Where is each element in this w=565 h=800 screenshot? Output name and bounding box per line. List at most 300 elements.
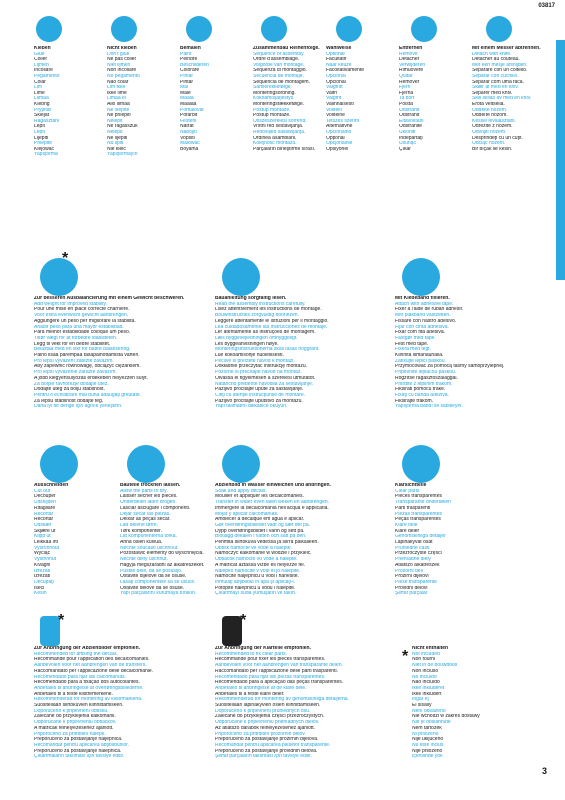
legend-line: Nechte diely uschnúť. [120,557,169,563]
legend-line: Les byggeanvisningen nøye. [215,341,279,347]
legend-line: Recomandat pentru aplicarea abţibildurilor. [34,742,130,748]
legend-line: Monteringsinstruktionerna skall läsas noggrant. [215,347,320,353]
legend-line: Poista [399,101,413,107]
legend-line: Nabojiti [180,129,197,135]
legend-line: Mal [180,85,189,91]
legend-line: Cut out [34,488,51,494]
legend-line: Ne prilepiti [107,113,131,119]
legend-line: Çıkartmayı suda yumuşatın ve takın. [215,591,297,597]
legend-line: Fixar com fita adesiva. [395,330,446,336]
legend-line: Şeffaf parçalar [395,591,428,597]
legend-line: Redoslijed sastavljanja. [253,129,306,135]
legend-line: Dodajte uteg za bolju stabilnost. [34,387,105,393]
legend-line: Skill skilas av med en kniv. [472,96,532,102]
legend-line: Iseći [34,585,45,591]
no-glue-icon [111,16,137,42]
paint-icon [186,16,212,42]
legend-line: Pentru o echilibrare mai bună adăugaţi greutate. [34,392,142,398]
legend-line: Nie kleić [107,146,126,152]
legend-line: Skjære ut [34,528,56,534]
legend-line: Not included [412,651,440,657]
legend-line: Postup montáže. [253,107,291,113]
legend-line: No incluido [412,674,437,680]
legend-line: Allow the parts to dry. [120,488,168,494]
legend-line: Monteringsordning. [253,90,296,96]
legend-line: Pintar [180,73,194,79]
legend-line: Opţional [326,135,345,141]
legend-line: Peças transparentes [395,517,441,523]
legend-line: Valgfritt [326,85,343,91]
legend-line: Odciąć nożem. [472,141,506,147]
legend-line: Usunąć [399,141,416,147]
legend-line: Blötlägg dekalen i vatten och sätt på den. [215,534,307,540]
legend-line: Kleben [34,46,51,51]
legend-line: Dejar secar las piezas. [120,511,171,517]
legend-line: Oddělte nožem. [472,107,508,113]
legend-line: Preporučeno za postavljanje nalepnica. [34,748,122,754]
legend-line: Peindre [180,57,198,63]
legend-line: Providni delovi [395,585,428,591]
top-legend-grid [34,14,559,158]
knife-icon [486,16,512,42]
page-number: 3 [541,766,547,776]
decal-water-section [215,483,390,597]
legend-line: Nem tartozék [412,725,442,731]
legend-line: Wahlweise [326,46,352,51]
legend-line: Przezroczyste części [395,551,442,557]
legend-line: Dypp overføringsbildet i vann og sett på. [215,528,305,534]
legend-line: Odporúčané k pripevneniu priehľadných dielov. [215,720,320,726]
legend-line: Separar con cuchillo. [472,73,519,79]
legend-line: Ni priloženo [412,731,439,737]
legend-line: Opcionalno [326,129,352,135]
legend-line: Lepit [34,129,45,135]
legend-line: Fijar con cinta adhesiva. [395,324,449,330]
legend-line: Zusammenbau Reihenfolge. [253,46,320,51]
legend-line: Ritagliare [34,505,56,511]
legend-line: Añadir peso para una mayor estabilidad. [34,324,124,330]
legend-line: Kolejność montażu. [253,141,297,147]
legend-column [107,46,180,158]
legend-line: Preporučeno za postavljanje providnih delova. [215,748,318,754]
legend-line: Bir bıçak ile kesin. [472,146,513,152]
legend-line: Bouwinstructies zorgvuldig doorlezen. [215,313,299,319]
legend-line: Opcjonalnie [326,141,353,147]
legend-line: Nelepit [107,118,123,124]
legend-line: Abziehbild in Wasser einweichen und anbringen. [215,483,331,488]
legend-line: Obtlačok namočte vo vode a nalepte. [215,557,298,563]
legend-line: Není obsaženo [412,708,446,714]
legend-line: Lim [34,85,43,91]
legend-line: Lijmen [34,62,49,68]
legend-line: Potopite nalepnicu u vodu i nalepite. [215,585,296,591]
legend-line: Secuencia de montaje. [253,73,304,79]
legend-line: Pažljivo pročitajte upute za sastavljanje. [215,387,304,393]
legend-line: Za lepšu stabilnost dodajte teg. [34,398,104,404]
legend-line: Fixera med tejp. [395,347,431,353]
legend-line: Ostavite delove da se osuše. [120,585,185,591]
legend-line: No pegamento [107,73,140,79]
legend-line: Naar keuze [326,62,352,68]
legend-line: Attach with adhesive tape. [395,301,454,307]
legend-line: Fixaţi cu bandă adezivă. [395,392,449,398]
legend-line: Zalecane do przyklejenia części przezroczystych. [215,714,325,720]
legend-line: Read the assembly instructions carefully. [215,301,306,307]
legend-line: Soak and apply decals. [215,488,267,494]
legend-line: Não incluído [412,680,440,686]
legend-line: Anna osien kuivua. [120,540,163,546]
legend-line: Remove [399,51,418,57]
legend-line: Recortar [34,517,54,523]
legend-line: Ällö liimaa [107,101,130,107]
legend-line: Male [180,90,191,96]
legend-line: Rögzítse ragasztószalaggal. [395,375,458,381]
adhesive-tape-icon [402,258,440,296]
legend-line: Zur Anbringung der Klarteile empfohlen. [215,646,311,651]
legend-line: Olvassa el figyelmesen a szerelési útmutatót. [215,375,316,381]
legend-line: Coller [34,57,48,63]
top-icon-row [34,14,559,44]
legend-line: Ikke inkluderet [412,685,445,691]
legend-line: Bauanleitung sorgfältig lesen. [215,296,287,301]
legend-line: Ne vlepite [107,107,130,113]
clock-icon [127,445,165,483]
legend-line: Deixar as peças secar. [120,517,171,523]
legend-line: Yapı talimatını dikkatlice okuyun. [215,404,288,410]
legend-line: Recomendado para a fixação dos autocolantes. [34,680,140,686]
legend-line: Ausschneiden [34,483,69,488]
legend-line: Suositellaan läpinäkyvien osien kiinnittämiseen. [215,703,321,709]
legend-line: Recomendado para fijar las calcomanías. [34,674,126,680]
legend-line: Lepit [34,124,45,130]
legend-line: Odstrániť [399,113,420,119]
legend-line: Klare deler [395,528,420,534]
legend-line: Transfer in water even laten weken en aanbrengen. [215,500,330,506]
legend-line: Valinnaisesti [326,101,354,107]
legend-line: Lime [34,90,45,96]
read-instructions-section [215,296,390,410]
legend-line: Oddeľte nožom. [472,113,508,119]
legend-line: Beschilderen [180,62,209,68]
legend-line: Lăsaţi componentele să se usuce. [120,579,196,585]
water-icon [222,445,260,483]
legend-line: Onderdelen laten drogen. [120,500,177,506]
legend-line: Az átlátszó darabok felhelyezéséhez ajánlott. [215,725,316,731]
legend-line: Ler atentamente as instruções de montagem. [215,330,316,336]
legend-line: Pièces transparentes [395,494,442,500]
legend-line: Desprindeţi cu un cuţit. [472,135,523,141]
legend-line: Glue [34,51,45,57]
legend-column [399,46,472,158]
legend-line: Pritrdite z lepilnim trakom. [395,381,453,387]
legend-line: Udskær [34,522,52,528]
clear-parts-section [395,483,555,597]
legend-line: Rimuovere [399,68,424,74]
legend-line: Maala [180,96,194,102]
legend-line: Voor extra evenwicht gewicht aanbrengen. [34,313,129,319]
legend-line: Découper [34,494,56,500]
legend-line: Volitelné [326,113,345,119]
legend-line: Nie wchodzi w zakres dostawy [412,714,480,720]
legend-line: Doporučeno k připevnění obtisků. [34,708,109,714]
legend-line: Recomandat pentru aplicarea pieselor transparente. [215,742,331,748]
legend-column [253,46,326,158]
legend-line: Ne ragasszuk [107,124,138,130]
legend-line: Ne pas coller [107,57,137,63]
legend-line: Sequence of assembly. [253,51,305,57]
legend-line: Clear parts [395,488,420,494]
legend-line: Namočite naljepnicu u vodi i nanesite. [215,574,299,580]
legend-line: Colorare [180,68,200,74]
legend-line: Klarsichtteile [395,483,427,488]
legend-line: Facoltativamente [326,68,365,74]
legend-line: Összeszerelési sorrend. [253,118,307,124]
legend-line: Non fourni [412,657,436,663]
legend-line: Eltávolítani [399,118,424,124]
legend-line: Pomalovat [180,107,204,113]
legend-line: Zalecane do przyklejenia kalkomanii. [34,714,116,720]
legend-line: Paint [180,51,192,57]
decal-bottle-icon [40,616,60,646]
legend-line: Optional [326,51,345,57]
legend-line: Nicht enthalten [412,646,449,651]
legend-line: Aanbevolen voor het aanbrengen van transparante delen. [215,663,343,669]
legend-line: Incollare [34,68,53,74]
clear-glue-bottle-icon [222,616,242,646]
clear-parts-icon [402,445,440,483]
legend-line: Fissare con nastro adesivo. [395,318,457,324]
legend-line: Separare con un coltello. [472,68,528,74]
legend-line: Nicht kleben [107,46,137,51]
legend-line: Yapıştırma bandı ile sabitleyin. [395,404,463,410]
legend-line: Pofarbit [180,113,198,119]
legend-line: Detach with knife. [472,51,512,57]
legend-line: Vystříhnout [34,545,60,551]
legend-line: Pour une mise en place correcte charnière. [34,307,130,313]
legend-line: Piezas transparentes [395,511,442,517]
legend-line: Pro lepší vyvážení zatěžte závažím. [34,358,114,364]
legend-line: Separar com uma faca. [472,79,524,85]
legend-line: Ostavite dijelove da se osuše. [120,574,187,580]
legend-line: Rekommenderad för montering av genomskinliga detaljerna. [215,697,349,703]
cut-out-section [34,483,119,597]
legend-line: Parçaların birleştirme sırası. [253,146,316,152]
legend-line: Paino lisää parempaa tasapainottamista varten. [34,353,140,359]
legend-line: Non incluso [412,668,439,674]
legend-line: Quitar [399,73,413,79]
legend-line: Remover [399,79,420,85]
legend-line: Belastaa med en vikt för bättre balansering. [34,347,131,353]
remove-icon [411,16,437,42]
legend-line: Parti trasparenti [395,505,431,511]
legend-line: Met een mesje afsnijden. [472,62,528,68]
legend-line: Non incollare [107,68,137,74]
glue-icon [36,16,62,42]
legend-line: Vystrihnúť [34,557,57,563]
legend-line: Vrstni red sestavljanja. [253,124,304,130]
legend-line: Pehmitä siirtokuva vedessä ja siirrä paikalleen. [215,540,319,546]
legend-line: Anbefales til anbringelse af overføringsbillederne. [34,685,144,691]
legend-line: Facultatif [326,57,347,63]
legend-line: Kesin [34,591,47,597]
legend-line: Raccomandato per l'applicazione delle parti trasparenti. [215,668,338,674]
legend-line: Amolecer a decalque em água e aplicar. [215,517,305,523]
legend-line: Bauteile trocknen lassen. [120,483,181,488]
legend-line: Průhledné části [395,545,430,551]
legend-line: Îndepărtaţi [399,135,423,141]
legend-line: Hagyja megszáradni az alkatrészeket. [120,562,205,568]
legend-line: Valgfrit [326,96,342,102]
instructions-icon [222,258,260,296]
legend-line: Citiţi cu atenţie instrucţiunile de montare. [215,392,306,398]
weight-icon [40,258,78,296]
legend-line: Legg til vekt for en bedre stabilitet. [34,341,111,347]
legend-line: Pozorne si prečítajte návod na montáž. [215,370,302,376]
legend-line: Pripevnite lepiacou páskou. [395,370,457,376]
legend-line: Laisser sécher les pièces. [120,494,178,500]
legend-line: Fest med tape. [395,341,429,347]
legend-line: Recommandé pour l'application des décalcomanies. [34,657,150,663]
legend-line: Tørk komponenter. [120,528,162,534]
legend-line: Ta bort [399,96,415,102]
legend-line: Nije uključeno [412,737,444,743]
legend-line: Opsiyonel [326,146,349,152]
legend-line: A jobb kiegyensúlyozás érdekében helyezzen súlyt. [34,375,148,381]
legend-line: Tilfør vægt for at forbedre stabiliteten. [34,335,118,341]
legend-line: Alternativne [326,124,353,130]
legend-line: Pažljivo pročitajte uputstvo za montažu. [215,398,303,404]
legend-line: Limaa ei [107,96,126,102]
legend-line: Ne lijepiti [107,135,128,141]
legend-line: Entfernen [399,46,423,51]
legend-line: Klipp ut [34,534,51,540]
legend-line: Samlerekkefølge. [253,85,292,91]
legend-line: Opcional [326,73,346,79]
legend-line: Natrat [180,124,194,130]
legend-line: Recomendado para fijar las piezas transparentes. [215,674,326,680]
legend-line: Prypitat [34,107,51,113]
legend-line: Ikke lime [107,90,127,96]
legend-line: Zur Anbringung der Abziehbilder empfohlen. [34,646,141,651]
scissors-icon [40,445,78,483]
legend-line: Dokładnie przeczytać instrukcję montażu. [215,364,307,370]
legend-line: Ei sisälly [412,703,432,709]
legend-line: Niet in de bouwdoos [412,663,458,669]
legend-line: Izrezati [34,568,51,574]
legend-column [472,46,545,158]
legend-line: Înmuiaţi abţibildul în apă şi aplicaţi-l. [215,579,296,585]
legend-line: Ordinea asamblării. [253,135,297,141]
legend-line: Genomskinliga detaljer [395,534,446,540]
legend-line: Suositellaan siirtokuvien kiinnittämiseen. [34,703,124,709]
legend-line: Sequência de montagem. [253,79,310,85]
legend-line: Decupaţi [34,579,54,585]
legend-line: Tetszés szerint [326,118,360,124]
legend-line: Przymocować za pomocą taśmy samoprzylepnej. [395,364,505,370]
legend-line: Priporočeno za pritrditev nalepk. [34,731,106,737]
legend-line: Erota veitsellä. [472,101,505,107]
legend-line: Yapıştırma [34,152,58,158]
legend-line: Namoczyć kalkomanie w wodzie i przykleić. [215,551,312,557]
legend-line: Raccomandato per l'applicazione delle decalcomanie. [34,668,154,674]
legend-line: Şeffaf parçaların takılması için tavsiye edilir. [215,754,312,760]
legend-line: Bemalen [180,46,201,51]
legend-line: Postup montáže. [253,113,291,119]
legend-line: Maalaa [180,101,197,107]
legend-line: Kokoamisjärjestys. [253,96,295,102]
legend-line: Fjern [399,85,411,91]
optional-icon [336,16,362,42]
legend-line: Nu este inclus [412,742,444,748]
legend-line: Niet lijmen [107,62,131,68]
legend-line: Odstranite [399,124,423,130]
legend-line: Çıkartmaların takılması için tavsiye edilir. [34,754,125,760]
legend-line: Lijepiti [34,135,49,141]
legend-line: Læs byggevejledningen omhyggeligt. [215,335,298,341]
legend-line: Za boljše ravnotežje dodajte utež. [34,381,109,387]
legend-line: Liimaa [34,96,49,102]
legend-line: Priehľadné diely [395,557,431,563]
legend-line: Prozirni dijelovi [395,574,429,580]
legend-line: A matricát áztassa vízbe és helyezze fel. [215,562,306,568]
legend-line: Rekommenderad för montering av klistrmärkena. [34,697,143,703]
legend-line: Odrežite z nožem. [472,124,513,130]
legend-line: Mouiller et appliquer les décalcomanies. [215,494,304,500]
legend-line: Lisez attentivement les instructions de montage. [215,307,322,313]
legend-line: Add weight for improved stability. [34,301,107,307]
legend-line: Nalepko namočite v vodi in jo nalepite. [215,568,301,574]
legend-line: Sequenza di montaggio. [253,68,307,74]
legend-line: Anbefales til å feste klare deler. [215,691,285,697]
legend-line: Opcional [326,79,346,85]
legend-line: Odvojiti nožem. [472,129,507,135]
legend-column [180,46,253,158]
legend-line: Pustite dele, da se posušijo. [120,568,183,574]
legend-line: Natančno preberite navodila za sestavljanje. [215,381,314,387]
legend-line: Kivágni [34,562,51,568]
legend-line: Recommended to fix clear parts. [215,651,287,657]
legend-line: Détacher au couteau. [472,57,520,63]
legend-line: Colar [34,79,46,85]
legend-line: Mit Klebeband fixieren. [395,296,450,301]
decal-adhesive-section [34,646,209,760]
legend-line: Détacher [399,57,420,63]
legend-line: Anbefales til anbringelse af de klare dele. [215,685,307,691]
legend-line: Festeni [180,118,197,124]
legend-line: Skær af med en kniv. [472,85,519,91]
legend-line: Átlátszó alkatrészek [395,562,440,568]
legend-line: Nechte součásti uschnout. [120,545,179,551]
legend-line: Não colar [107,79,129,85]
legend-line: Valfri [326,90,338,96]
legend-line: Pintar [180,79,194,85]
clear-glue-section [215,646,390,760]
legend-line: Doporučeno k připevnění průhledných dílů. [215,708,311,714]
legend-line: İçerisinde yok [412,754,443,760]
legend-line: Fjerna [399,90,414,96]
legend-line: Ukloniti [399,129,416,135]
legend-line: Pegamento [34,73,60,79]
legend-line: Klebrig [34,101,50,107]
product-code: 03817 [538,3,555,9]
legend-line: Voliteln [326,107,343,113]
legend-line: Lad delene tørre. [120,522,159,528]
legend-line: Ingår ej [412,697,429,703]
legend-line: Aby zapewnić równowagę, obciążyć ciężarkiem. [34,364,141,370]
legend-line: Klare dele [395,522,418,528]
legend-line: Recortar [34,511,54,517]
legend-line: Lasciar asciugare i componenti. [120,505,191,511]
